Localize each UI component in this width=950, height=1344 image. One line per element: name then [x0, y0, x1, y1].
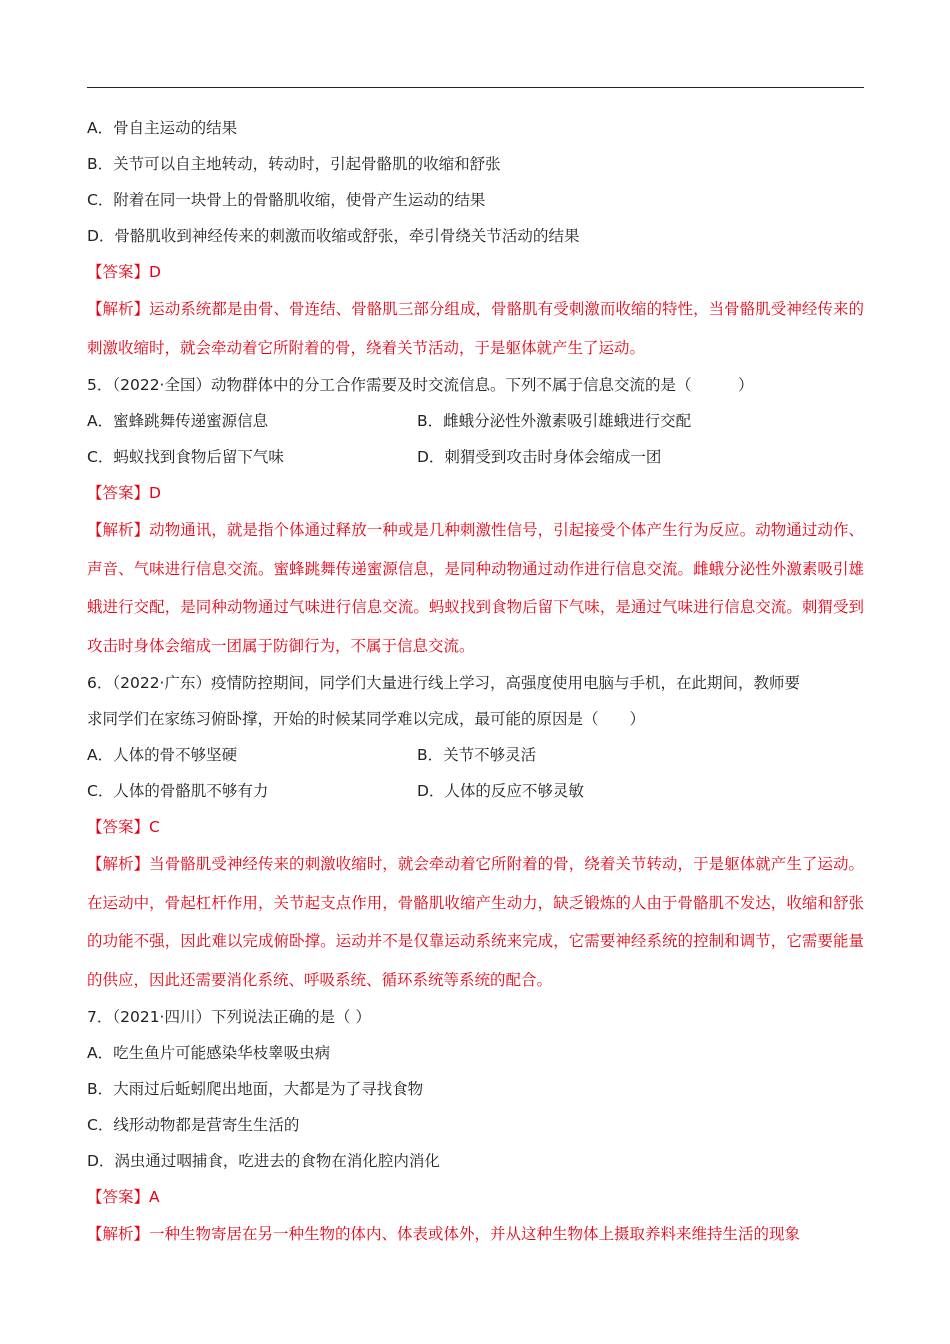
answer-label: 【答案】	[87, 484, 150, 502]
q7-option-a: A．吃生鱼片可能感染华枝睾吸虫病	[87, 1044, 331, 1062]
analysis-label: 【解析】	[87, 521, 150, 539]
analysis-text: 当骨骼肌受神经传来的刺激收缩时，就会牵动着它所附着的骨，绕着关节转动，于是躯体就产生了运动。在运动中，骨起杠杆作用，关节起支点作用，骨骼肌收缩产生动力，缺乏锻炼的人由于骨骼肌不发达，收缩和舒张的功能不强，因此难以完成俯卧撑。运动并不是仅靠运动系统来完成，它需要神经系统的控制和调节，它需要能量的供应，因此还需要消化系统、呼吸系统、循环系统等系统的配合。	[87, 855, 864, 989]
q7-answer	[87, 1179, 864, 1215]
question-4	[87, 110, 864, 367]
q6-analysis	[87, 845, 864, 999]
answer-value: D	[149, 263, 161, 281]
q7-analysis	[87, 1215, 864, 1254]
q5-option-c: C．蚂蚁找到食物后留下气味	[87, 448, 284, 466]
q6-option-a: A．人体的骨不够坚硬	[87, 746, 238, 764]
q4-answer	[87, 254, 864, 290]
q4-option-a: A．骨自主运动的结果	[87, 119, 238, 137]
q4-option-b: B．关节可以自主地转动，转动时，引起骨骼肌的收缩和舒张	[87, 155, 501, 173]
answer-value: D	[149, 484, 161, 502]
analysis-text: 运动系统都是由骨、骨连结、骨骼肌三部分组成，骨骼肌有受刺激而收缩的特性，当骨骼肌受神经传来的刺激收缩时，就会牵动着它所附着的骨，绕着关节活动，于是躯体就产生了运动。	[87, 300, 864, 357]
answer-label: 【答案】	[87, 1188, 150, 1206]
q7-option-c: C．线形动物都是营寄生生活的	[87, 1116, 300, 1134]
analysis-text: 一种生物寄居在另一种生物的体内、体表或体外，并从这种生物体上摄取养料来维持生活的现象	[149, 1225, 801, 1243]
analysis-label: 【解析】	[87, 855, 150, 873]
question-6	[87, 665, 864, 999]
header-rule	[87, 87, 864, 88]
answer-label: 【答案】	[87, 818, 150, 836]
q5-option-b: B．雌蛾分泌性外激素吸引雄蛾进行交配	[417, 412, 692, 430]
q6-options-row-1	[87, 737, 864, 773]
q6-option-c: C．人体的骨骼肌不够有力	[87, 782, 269, 800]
q6-stem-line-2: 求同学们在家练习俯卧撑，开始的时候某同学难以完成，最可能的原因是（ ）	[87, 710, 646, 728]
q7-option-d: D．涡虫通过咽捕食，吃进去的食物在消化腔内消化	[87, 1152, 440, 1170]
q7-option-b: B．大雨过后蚯蚓爬出地面，大都是为了寻找食物	[87, 1080, 424, 1098]
question-7	[87, 999, 864, 1254]
q4-analysis	[87, 290, 864, 367]
analysis-text: 动物通讯，就是指个体通过释放一种或是几种刺激性信号，引起接受个体产生行为反应。动物通过动作、声音、气味进行信息交流。蜜蜂跳舞传递蜜源信息，是同种动物通过动作进行信息交流。雌蛾分泌性外激素吸引雄蛾进行交配，是同种动物通过气味进行信息交流。蚂蚁找到食物后留下气味，是通过气味进行信息交流。刺猬受到攻击时身体会缩成一团属于防御行为，不属于信息交流。	[87, 521, 864, 655]
q5-option-a: A．蜜蜂跳舞传递蜜源信息	[87, 412, 269, 430]
q6-option-d: D．人体的反应不够灵敏	[417, 782, 584, 800]
q5-analysis	[87, 511, 864, 665]
q5-answer	[87, 475, 864, 511]
document-body	[87, 110, 864, 1254]
q4-option-c: C．附着在同一块骨上的骨骼肌收缩，使骨产生运动的结果	[87, 191, 486, 209]
question-5	[87, 367, 864, 665]
analysis-label: 【解析】	[87, 1225, 150, 1243]
analysis-label: 【解析】	[87, 300, 150, 318]
q5-option-d: D．刺猬受到攻击时身体会缩成一团	[417, 448, 662, 466]
answer-value: C	[149, 818, 160, 836]
q7-stem: 7．（2021·四川）下列说法正确的是（ ）	[87, 1008, 371, 1026]
answer-value: A	[149, 1188, 160, 1206]
q5-options-row-2	[87, 439, 864, 475]
answer-label: 【答案】	[87, 263, 150, 281]
q4-option-d: D．骨骼肌收到神经传来的刺激而收缩或舒张，牵引骨绕关节活动的结果	[87, 227, 580, 245]
q6-stem-line-1: 6．（2022·广东）疫情防控期间，同学们大量进行线上学习，高强度使用电脑与手机，在此期间，教师要	[87, 674, 800, 692]
q5-stem: 5．（2022·全国）动物群体中的分工合作需要及时交流信息。下列不属于信息交流的是（ ）	[87, 376, 754, 394]
q5-options-row-1	[87, 403, 864, 439]
q6-option-b: B．关节不够灵活	[417, 746, 537, 764]
q6-options-row-2	[87, 773, 864, 809]
q6-answer	[87, 809, 864, 845]
